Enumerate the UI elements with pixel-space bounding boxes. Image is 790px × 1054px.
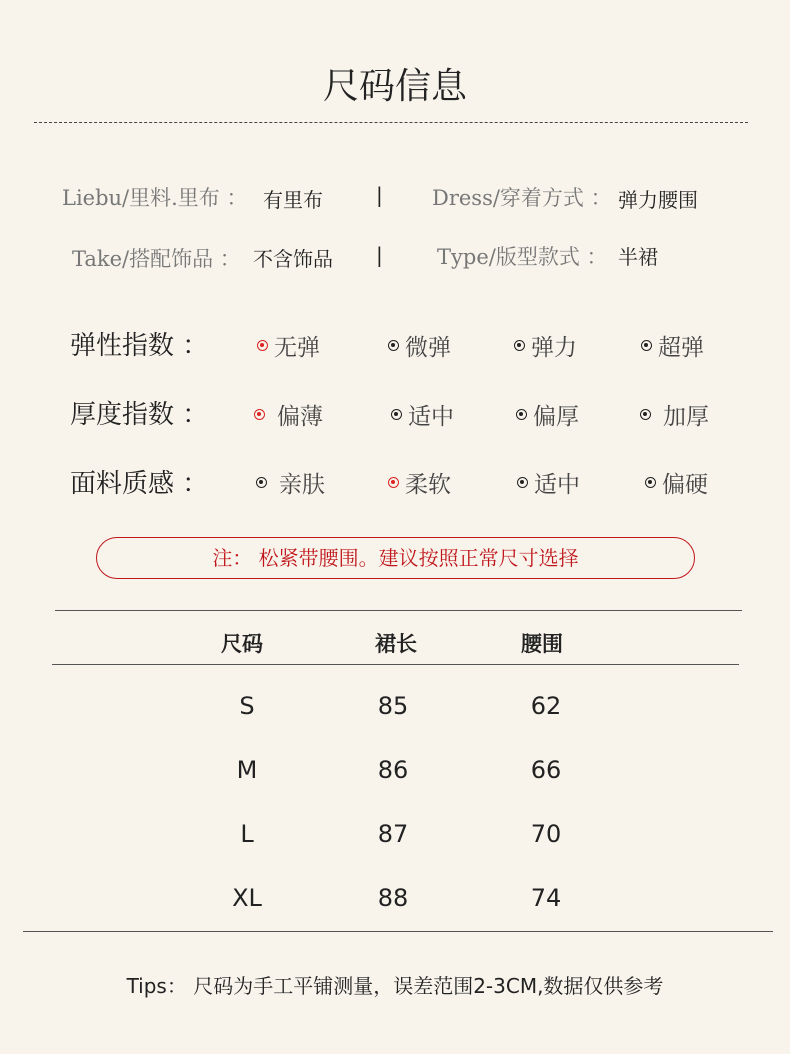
elasticity-option: 弹力 <box>514 329 577 362</box>
radio-icon <box>516 409 527 420</box>
thickness-option: 加厚 <box>640 398 709 431</box>
info-value-take: 不含饰品 <box>253 247 333 271</box>
elasticity-option: 超弹 <box>641 329 704 362</box>
header-waist: 腰围 <box>521 632 563 656</box>
radio-selected-icon <box>254 409 265 420</box>
texture-option: 亲肤 <box>256 466 325 499</box>
texture-option: 柔软 <box>388 466 451 499</box>
radio-icon <box>640 409 651 420</box>
header-length: 裙长 <box>375 632 417 656</box>
header-size: 尺码 <box>221 632 263 656</box>
elasticity-label: 弹性指数 ： <box>70 331 209 361</box>
table-cell-waist: 70 <box>530 820 562 848</box>
info-value-type: 半裙 <box>618 245 658 269</box>
elasticity-option: 无弹 <box>257 329 320 362</box>
dashed-divider <box>34 122 748 123</box>
info-label-lining: Liebu/里料.里布 ： <box>62 186 248 210</box>
page-title: 尺码信息 <box>322 66 467 107</box>
table-cell-size: XL <box>232 884 262 912</box>
texture-label: 面料质感 ： <box>70 469 209 499</box>
texture-option: 适中 <box>517 466 580 499</box>
radio-icon <box>645 477 656 488</box>
thickness-option: 偏厚 <box>516 398 579 431</box>
radio-selected-icon <box>388 477 399 488</box>
table-cell-waist: 74 <box>530 884 562 912</box>
table-cell-waist: 62 <box>530 692 562 720</box>
radio-selected-icon <box>257 340 268 351</box>
radio-icon <box>391 409 402 420</box>
tips-text: Tips： 尺码为手工平铺测量，误差范围2-3CM,数据仅供参考 <box>126 974 664 998</box>
table-cell-length: 85 <box>377 692 409 720</box>
info-separator: | <box>376 243 383 267</box>
thickness-label: 厚度指数 ： <box>70 400 209 430</box>
table-header-rule <box>52 664 739 665</box>
thickness-option: 适中 <box>391 398 454 431</box>
elasticity-option: 微弹 <box>388 329 451 362</box>
info-value-lining: 有里布 <box>263 188 323 212</box>
radio-icon <box>641 340 652 351</box>
info-label-take: Take/搭配饰品 ： <box>72 247 241 271</box>
table-top-rule <box>55 610 742 611</box>
info-separator: | <box>376 183 383 207</box>
radio-icon <box>517 477 528 488</box>
info-label-type: Type/版型款式 ： <box>437 245 608 269</box>
radio-icon <box>256 477 267 488</box>
table-bottom-rule <box>23 931 773 932</box>
table-cell-length: 88 <box>377 884 409 912</box>
info-value-dress: 弹力腰围 <box>618 188 698 212</box>
table-cell-size: M <box>236 756 258 784</box>
radio-icon <box>388 340 399 351</box>
thickness-option: 偏薄 <box>254 398 323 431</box>
table-cell-size: L <box>240 820 254 848</box>
table-cell-waist: 66 <box>530 756 562 784</box>
radio-icon <box>514 340 525 351</box>
sizing-note: 注： 松紧带腰围。建议按照正常尺寸选择 <box>96 537 695 579</box>
table-cell-length: 87 <box>377 820 409 848</box>
table-cell-length: 86 <box>377 756 409 784</box>
info-label-dress: Dress/穿着方式 ： <box>432 186 612 210</box>
texture-option: 偏硬 <box>645 466 708 499</box>
table-cell-size: S <box>239 692 255 720</box>
